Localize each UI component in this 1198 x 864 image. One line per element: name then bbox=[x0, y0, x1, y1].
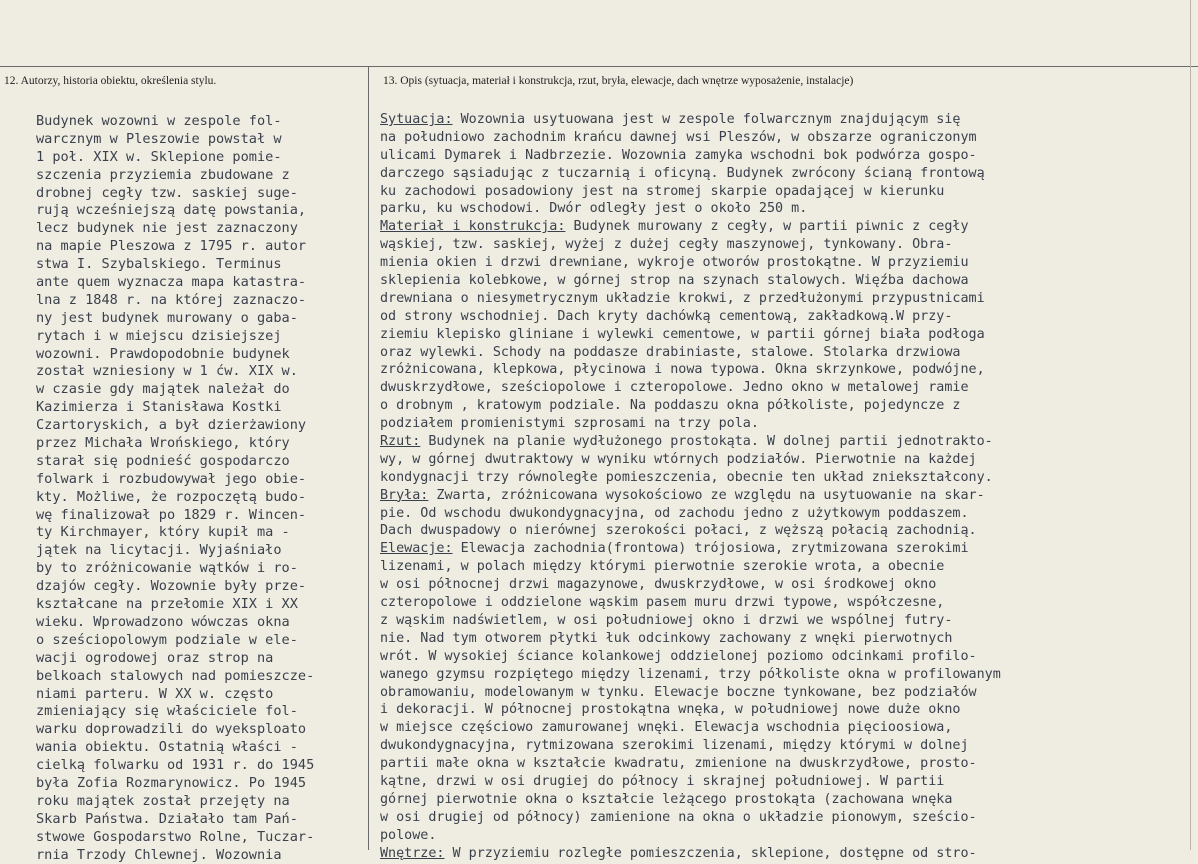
description-text: wąskiej, tzw. saskiej, wyżej z dużej cegły maszynowej, tynkowany. Obra- bbox=[380, 237, 953, 253]
description-text: ulicami Dymarek i Nadbrzezie. Wozownia zamyka wschodni bok podwórza gospo- bbox=[380, 147, 977, 163]
description-text-line bbox=[380, 630, 1185, 648]
description-text-line bbox=[380, 612, 1185, 630]
description-text: wrót. W wysokiej ściance kolankowej oddzielonej poziomo odcinkami profilo- bbox=[380, 648, 977, 664]
history-text-line: lecz budynek nie jest zaznaczony bbox=[36, 220, 298, 237]
description-text: kątne, drzwi w osi drugiej do północy i skrajnej południowej. W partii bbox=[380, 773, 945, 789]
history-text-line: warku doprowadzili do wyeksploato bbox=[36, 721, 307, 738]
description-text: kondygnacji trzy równoległe pomieszczenia, obecnie ten układ zniekształcony. bbox=[380, 469, 993, 485]
history-text-line: został wzniesiony w 1 ćw. XIX w. bbox=[36, 363, 298, 380]
description-text: z wąskim nadświetlem, w osi południowej okno i drzwi we wspólnej futry- bbox=[380, 612, 953, 628]
description-text: Wozownia usytuowana jest w zespole folwarcznym znajdującym się bbox=[452, 112, 961, 127]
history-text-line: kty. Możliwe, że rozpoczętą budo- bbox=[36, 488, 307, 505]
description-text-line bbox=[380, 433, 1185, 451]
history-text-line: Czartoryskich, a był dzierżawiony bbox=[36, 417, 307, 434]
description-text: Dach dwuspadowy o nierównej szerokości połaci, z węższą połacią zachodnią. bbox=[380, 523, 977, 539]
description-text-line bbox=[380, 147, 1185, 165]
history-text-line: stwowe Gospodarstwo Rolne, Tuczar- bbox=[36, 828, 315, 845]
history-text-line: wę finalizował po 1829 r. Wincen- bbox=[36, 506, 307, 523]
description-text-line bbox=[380, 505, 1185, 523]
history-text-line: była Zofia Rozmarynowicz. Po 1945 bbox=[36, 774, 307, 791]
description-text: na południowo zachodnim krańcu dawnej wsi Pleszów, w obszarze ograniczonym bbox=[380, 129, 977, 145]
description-text-line bbox=[380, 111, 1185, 129]
history-text-line: wieku. Wprowadzono wówczas okna bbox=[36, 613, 290, 630]
description-text-line bbox=[380, 129, 1185, 147]
history-text-line: cielką folwarku od 1931 r. do 1945 bbox=[36, 757, 315, 774]
description-text: i dekoracji. W północnej prostokątna wnęka, w południowej nowe duże okno bbox=[380, 702, 961, 718]
description-text: mienia okien i drzwi drewniane, wykroje otworów prostokątne. W przyziemiu bbox=[380, 255, 969, 271]
history-text-line: szczenia przyziemia zbudowane z bbox=[36, 166, 290, 183]
description-text-line bbox=[380, 236, 1185, 254]
description-text-line bbox=[380, 200, 1185, 218]
page-edge bbox=[1190, 0, 1191, 850]
section-13-heading: 13. Opis (sytuacja, materiał i konstrukcja, rzut, bryła, elewacje, dach wnętrze wyposażenie, instalacje) bbox=[383, 75, 854, 87]
description-text-line bbox=[380, 719, 1185, 737]
description-text-line bbox=[380, 773, 1185, 791]
history-text-line: wacji ogrodowej oraz strop na bbox=[36, 649, 274, 666]
description-text-line bbox=[380, 469, 1185, 487]
section-label: Elewacje: bbox=[380, 541, 453, 557]
history-text-line: rytach i w miejscu dzisiejszej bbox=[36, 327, 282, 344]
description-text: oraz wylewki. Schody na poddasze drabiniaste, stalowe. Stolarka drzwiowa bbox=[380, 344, 961, 360]
description-text: Zwarta, zróżnicowana wysokościowo ze względu na usytuowanie na skar- bbox=[428, 487, 985, 503]
description-text: Budynek murowany z cegły, w partii piwnic z cegły bbox=[565, 219, 969, 235]
description-text: dwuskrzydłowe, sześciopolowe i czteropolowe. Jedno okno w metalowej ramie bbox=[380, 380, 969, 396]
description-text-line bbox=[380, 576, 1185, 594]
section-label: Rzut: bbox=[380, 434, 421, 450]
column-divider bbox=[368, 66, 369, 850]
description-text-line bbox=[380, 594, 1185, 612]
description-text: parku, ku wschodowi. Dwór odległy jest o około 250 m. bbox=[380, 201, 808, 217]
history-text-line: wozowni. Prawdopodobnie budynek bbox=[36, 345, 290, 362]
description-text: Budynek na planie wydłużonego prostokąta. W dolnej partii jednotrakto- bbox=[420, 434, 993, 450]
history-text-line: rnia Trzody Chlewnej. Wozownia bbox=[36, 846, 282, 863]
history-text-line: niami parteru. W XX w. często bbox=[36, 685, 274, 702]
history-text-line: o sześciopolowym podziale w ele- bbox=[36, 631, 298, 648]
history-text-line: na mapie Pleszowa z 1795 r. autor bbox=[36, 238, 307, 255]
description-text: wanego gzymsu rozpiętego między lizenami, trzy półkoliste okna w profilowanym bbox=[380, 666, 1001, 682]
description-text: o drobnym , kratowym podziale. Na poddaszu okna półkoliste, pojedyncze z bbox=[380, 398, 961, 414]
description-text: w osi północnej drzwi magazynowe, dwuskrzydłowe, w osi środkowej okno bbox=[380, 577, 937, 593]
section-label: Wnętrze: bbox=[380, 845, 445, 861]
description-text-line bbox=[380, 845, 1185, 863]
history-text-line: kształcane na przełomie XIX i XX bbox=[36, 596, 298, 613]
description-text: pie. Od wschodu dwukondygnacyjna, od zachodu jedno z użytkowym poddaszem. bbox=[380, 505, 969, 521]
description-text-column bbox=[380, 111, 1185, 862]
history-text-line: przez Michała Wrońskiego, który bbox=[36, 435, 290, 452]
history-text-column bbox=[36, 113, 366, 864]
history-text-line: zmieniający się właściciele fol- bbox=[36, 703, 298, 720]
description-text-line bbox=[380, 218, 1185, 236]
section-label: Bryła: bbox=[380, 487, 429, 503]
description-text-line bbox=[380, 791, 1185, 809]
history-text-line: by to zróżnicowanie wątków i ro- bbox=[36, 560, 298, 577]
description-text-line bbox=[380, 684, 1185, 702]
history-text-line: rują wcześniejszą datę powstania, bbox=[36, 202, 307, 219]
description-text-line bbox=[380, 361, 1185, 379]
description-text-line bbox=[380, 827, 1185, 845]
description-text-line bbox=[380, 701, 1185, 719]
history-text-line: ny jest budynek murowany o gaba- bbox=[36, 309, 298, 326]
description-text: wy, w górnej dwutraktowy w wyniku wtórnych podziałów. Pierwotnie na każdej bbox=[380, 451, 977, 467]
description-text: w osi drugiej od północy) zamienione na okna o układzie pionowym, sześcio- bbox=[380, 809, 977, 825]
description-text: od strony wschodniej. Dach kryty dachówką cementową, zakładkową.W przy- bbox=[380, 308, 953, 324]
history-text-line: lna z 1848 r. na której zaznaczo- bbox=[36, 291, 307, 308]
description-text: polowe. bbox=[380, 827, 437, 843]
description-text: partii małe okna w kształcie kwadratu, zmienione na dwuskrzydłowe, prosto- bbox=[380, 756, 977, 772]
description-text-line bbox=[380, 397, 1185, 415]
history-text-line: dzajów cegły. Wozownie były prze- bbox=[36, 578, 307, 595]
description-text: nie. Nad tym otworem płytki łuk odcinkowy zachowany z wnęki pierwotnych bbox=[380, 630, 953, 646]
description-text-line bbox=[380, 379, 1185, 397]
description-text-line bbox=[380, 272, 1185, 290]
description-text: ku zachodowi posadowiony jest na stromej skarpie opadającej w kierunku bbox=[380, 183, 945, 199]
description-text: Elewacja zachodnia(frontowa) trójosiowa, zrytmizowana szerokimi bbox=[452, 541, 969, 557]
description-text: darczego sąsiadując z tuczarnią i oficyną. Budynek zwrócony ścianą frontową bbox=[380, 165, 985, 181]
description-text-line bbox=[380, 290, 1185, 308]
description-text-line bbox=[380, 487, 1185, 505]
description-text-line bbox=[380, 540, 1185, 558]
description-text: górnej pierwotnie okna o kształcie leżącego prostokąta (zachowana wnęka bbox=[380, 791, 953, 807]
history-text-line: Budynek wozowni w zespole fol- bbox=[36, 113, 282, 129]
history-text-line: wania obiektu. Ostatnią właści - bbox=[36, 739, 298, 756]
description-text: dwukondygnacyjna, rytmizowana szerokimi lizenami, między którymi w dolnej bbox=[380, 738, 969, 754]
description-text-line bbox=[380, 451, 1185, 469]
history-text-line: belkoach stalowych nad pomieszcze- bbox=[36, 667, 315, 684]
description-text-line bbox=[380, 809, 1185, 827]
history-text-line: jątek na licytacji. Wyjaśniało bbox=[36, 542, 282, 559]
history-text-line: Kazimierza i Stanisława Kostki bbox=[36, 399, 282, 416]
history-text-line: ty Kirchmayer, który kupił ma - bbox=[36, 524, 290, 541]
description-text-line bbox=[380, 415, 1185, 433]
history-text-line: w czasie gdy majątek należał do bbox=[36, 381, 290, 398]
section-label: Materiał i konstrukcja: bbox=[380, 219, 566, 235]
description-text-line bbox=[380, 165, 1185, 183]
history-text-line: Skarb Państwa. Działało tam Pań- bbox=[36, 810, 298, 827]
description-text-line bbox=[380, 522, 1185, 540]
history-text-line: folwark i rozbudowywał jego obie- bbox=[36, 470, 307, 487]
description-text: podziałem promienistymi szprosami na trzy pola. bbox=[380, 416, 759, 432]
description-text-line bbox=[380, 254, 1185, 272]
description-text-line bbox=[380, 558, 1185, 576]
section-label: Sytuacja: bbox=[380, 112, 453, 127]
history-text-line: roku majątek został przejęty na bbox=[36, 792, 290, 809]
history-text-line: stwa I. Szybalskiego. Terminus bbox=[36, 256, 282, 273]
history-text-line: warcznym w Pleszowie powstał w bbox=[36, 130, 282, 147]
description-text: drewniana o niesymetrycznym układzie krokwi, z przedłużonymi przypustnicami bbox=[380, 290, 985, 306]
description-text: zróżnicowana, klepkowa, płycinowa i nowa typowa. Okna skrzynkowe, podwójne, bbox=[380, 362, 985, 378]
description-text: ziemiu klepisko gliniane i wylewki cementowe, w partii górnej biała podłoga bbox=[380, 326, 985, 342]
history-text-line: drobnej cegły tzw. saskiej suge- bbox=[36, 184, 298, 201]
description-text: W przyziemiu rozległe pomieszczenia, sklepione, dostępne od stro- bbox=[444, 845, 977, 861]
description-text: w miejsce częściowo zamurowanej wnęki. Elewacja wschodnia pięcioosiowa, bbox=[380, 720, 953, 736]
description-text-line bbox=[380, 344, 1185, 362]
description-text-line bbox=[380, 183, 1185, 201]
description-text-line bbox=[380, 648, 1185, 666]
description-text: lizenami, w polach między którymi pierwotnie szerokie wrota, a obecnie bbox=[380, 559, 945, 575]
history-text-line: 1 poł. XIX w. Sklepione pomie- bbox=[36, 148, 282, 165]
description-text-line bbox=[380, 755, 1185, 773]
description-text: czteropolowe i oddzielone wąskim pasem muru drzwi typowe, współczesne, bbox=[380, 595, 945, 611]
description-text-line bbox=[380, 326, 1185, 344]
description-text-line bbox=[380, 666, 1185, 684]
history-text-line: ante quem wyznacza mapa katastra- bbox=[36, 274, 307, 291]
description-text-line bbox=[380, 737, 1185, 755]
section-12-heading: 12. Autorzy, historia obiektu, określenia stylu. bbox=[4, 75, 217, 87]
history-text-line: starał się podnieść gospodarczo bbox=[36, 452, 290, 469]
description-text: obramowaniu, modelowanym w tynku. Elewacje boczne tynkowane, bez podziałów bbox=[380, 684, 977, 700]
header-divider bbox=[0, 66, 1198, 67]
description-text-line bbox=[380, 308, 1185, 326]
description-text: sklepienia kolebkowe, w górnej strop na szynach stalowych. Więźba dachowa bbox=[380, 273, 969, 289]
